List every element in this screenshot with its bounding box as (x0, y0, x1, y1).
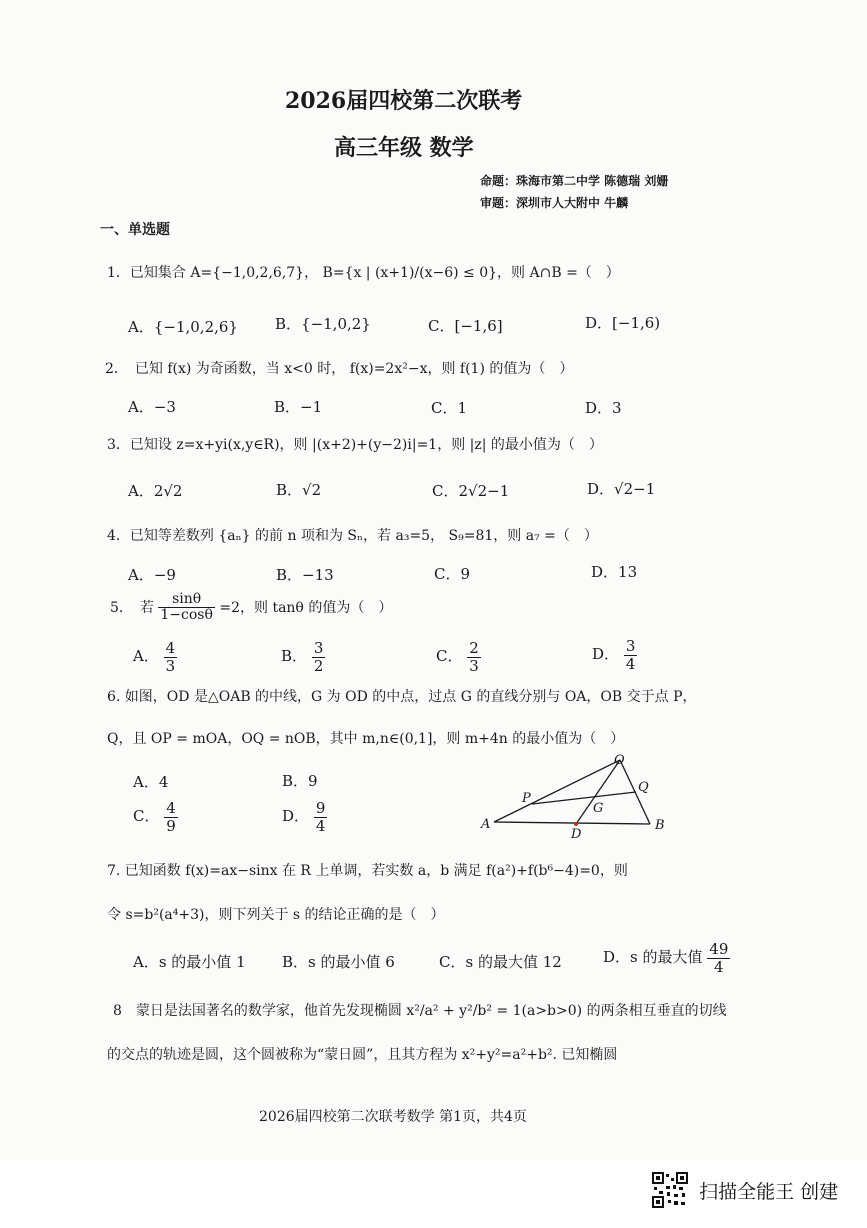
question-1-option-b: B．{−1,0,2} (275, 315, 371, 333)
question-5-prefix: 5． 若 (110, 599, 154, 616)
triangle-figure (478, 752, 678, 844)
reviewer-line: 审题：深圳市人大附中 牛麟 (480, 196, 629, 210)
question-8-stem-line1: 8 蒙日是法国著名的数学家，他首先发现椭圆 x²/a² + y²/b² = 1(a>b>0) 的两条相互垂直的切线 (113, 1003, 727, 1019)
question-7-option-c: C．s 的最大值 12 (439, 953, 562, 971)
question-3-option-c: C．2√2−1 (432, 482, 510, 500)
question-6-option-a: A．4 (133, 773, 169, 791)
question-2-option-d: D．3 (585, 399, 622, 417)
label-o: O (614, 753, 625, 768)
camscanner-label: 扫描全能王 创建 (699, 1180, 839, 1203)
question-7-stem-line2: 令 s=b²(a⁴+3)，则下列关于 s 的结论正确的是（ ） (107, 907, 445, 923)
option-label: D．s 的最大值 (603, 948, 703, 966)
question-5-stem (110, 592, 392, 624)
option-label: D． (282, 807, 310, 825)
exam-subtitle: 高三年级 数学 (334, 135, 474, 161)
question-1-option-d: D．[−1,6) (585, 314, 661, 332)
question-7-stem-line1: 7. 已知函数 f(x)=ax−sinx 在 R 上单调，若实数 a，b 满足 f(a²)+f(b⁶−4)=0，则 (107, 863, 628, 879)
question-5-option-a (133, 640, 177, 674)
label-q: Q (638, 780, 649, 795)
question-3-option-a: A．2√2 (128, 482, 183, 500)
option-denominator: 4 (625, 654, 636, 673)
question-7-option-d (603, 941, 730, 975)
option-numerator: 4 (166, 799, 176, 817)
question-6-stem-line2: Q，且 OP = mOA，OQ = nOB，其中 m,n∈(0,1]，则 m+4n 的最小值为（ ） (107, 731, 625, 747)
question-5-option-b (281, 640, 325, 674)
question-5-suffix: =2，则 tanθ 的值为（ ） (219, 599, 393, 616)
option-denominator: 3 (469, 656, 479, 675)
option-label: A． (133, 647, 159, 665)
option-denominator: 4 (315, 816, 326, 835)
option-denominator: 3 (165, 656, 176, 675)
question-4-option-a: A．−9 (128, 566, 176, 584)
page-footer: 2026届四校第二次联考数学 第1页，共4页 (259, 1109, 527, 1125)
question-3-option-b: B．√2 (276, 481, 322, 499)
question-1-option-a: A．{−1,0,2,6} (128, 318, 238, 336)
question-5-option-c (436, 640, 481, 674)
question-4-option-d: D．13 (591, 563, 638, 581)
question-2-stem: 2． 已知 f(x) 为奇函数，当 x<0 时， f(x)=2x²−x，则 f(1) 的值为（ ） (105, 361, 574, 377)
option-label: B． (281, 647, 308, 665)
label-b: B (655, 818, 665, 833)
author-line: 命题：珠海市第二中学 陈德瑞 刘姗 (480, 174, 669, 188)
question-1-option-c: C．[−1,6] (428, 317, 503, 335)
question-7-option-a: A．s 的最小值 1 (133, 953, 246, 971)
question-7-option-b: B．s 的最小值 6 (282, 953, 395, 971)
question-6-option-b: B．9 (282, 772, 318, 790)
exam-title: 2026届四校第二次联考 (285, 88, 523, 114)
question-5-denominator: 1−cosθ (160, 607, 213, 624)
option-numerator: 49 (709, 940, 729, 958)
label-a: A (481, 817, 491, 832)
question-8-stem-line2: 的交点的轨迹是圆，这个圆被称为“蒙日圆”，且其方程为 x²+y²=a²+b². 已知椭圆 (107, 1047, 618, 1063)
segment-ab (494, 822, 650, 824)
option-numerator: 4 (165, 639, 176, 657)
option-denominator: 9 (166, 816, 176, 835)
option-label: C． (436, 647, 463, 665)
point-d-marker (574, 822, 578, 826)
option-denominator: 2 (313, 656, 324, 675)
question-5-numerator: sinθ (158, 592, 215, 608)
option-label: D． (592, 645, 620, 663)
label-d: D (571, 827, 582, 842)
qr-code-icon (652, 1172, 688, 1208)
question-2-option-b: B．−1 (274, 398, 323, 416)
question-4-option-b: B．−13 (276, 566, 334, 584)
option-numerator: 3 (625, 637, 636, 655)
option-denominator: 4 (714, 957, 724, 976)
segment-pq (532, 792, 636, 804)
question-1-stem: 1．已知集合 A={−1,0,2,6,7}， B={x | (x+1)/(x−6) ≤ 0}，则 A∩B =（ ） (107, 265, 620, 281)
option-numerator: 2 (469, 639, 479, 657)
option-numerator: 9 (315, 799, 326, 817)
question-6-option-c (133, 800, 178, 834)
option-numerator: 3 (313, 639, 324, 657)
question-5-fraction (158, 592, 215, 624)
option-label: C． (133, 807, 160, 825)
question-2-option-c: C．1 (431, 399, 468, 417)
question-6-option-d (282, 800, 327, 834)
label-g: G (593, 801, 604, 816)
question-4-option-c: C．9 (434, 565, 471, 583)
label-p: P (522, 791, 531, 806)
question-4-stem: 4．已知等差数列 {aₙ} 的前 n 项和为 Sₙ，若 a₃=5， S₉=81，则 a₇ =（ ） (107, 528, 598, 544)
question-3-stem: 3．已知设 z=x+yi(x,y∈R)，则 |(x+2)+(y−2)i|=1，则 |z| 的最小值为（ ） (107, 437, 603, 453)
question-5-option-d (592, 638, 637, 672)
question-2-option-a: A．−3 (128, 398, 176, 416)
question-3-option-d: D．√2−1 (587, 480, 656, 498)
question-6-stem-line1: 6. 如图，OD 是△OAB 的中线，G 为 OD 的中点，过点 G 的直线分别与 OA，OB 交于点 P， (107, 689, 697, 705)
camscanner-watermark (652, 1172, 838, 1208)
section-heading: 一、单选题 (100, 222, 170, 238)
